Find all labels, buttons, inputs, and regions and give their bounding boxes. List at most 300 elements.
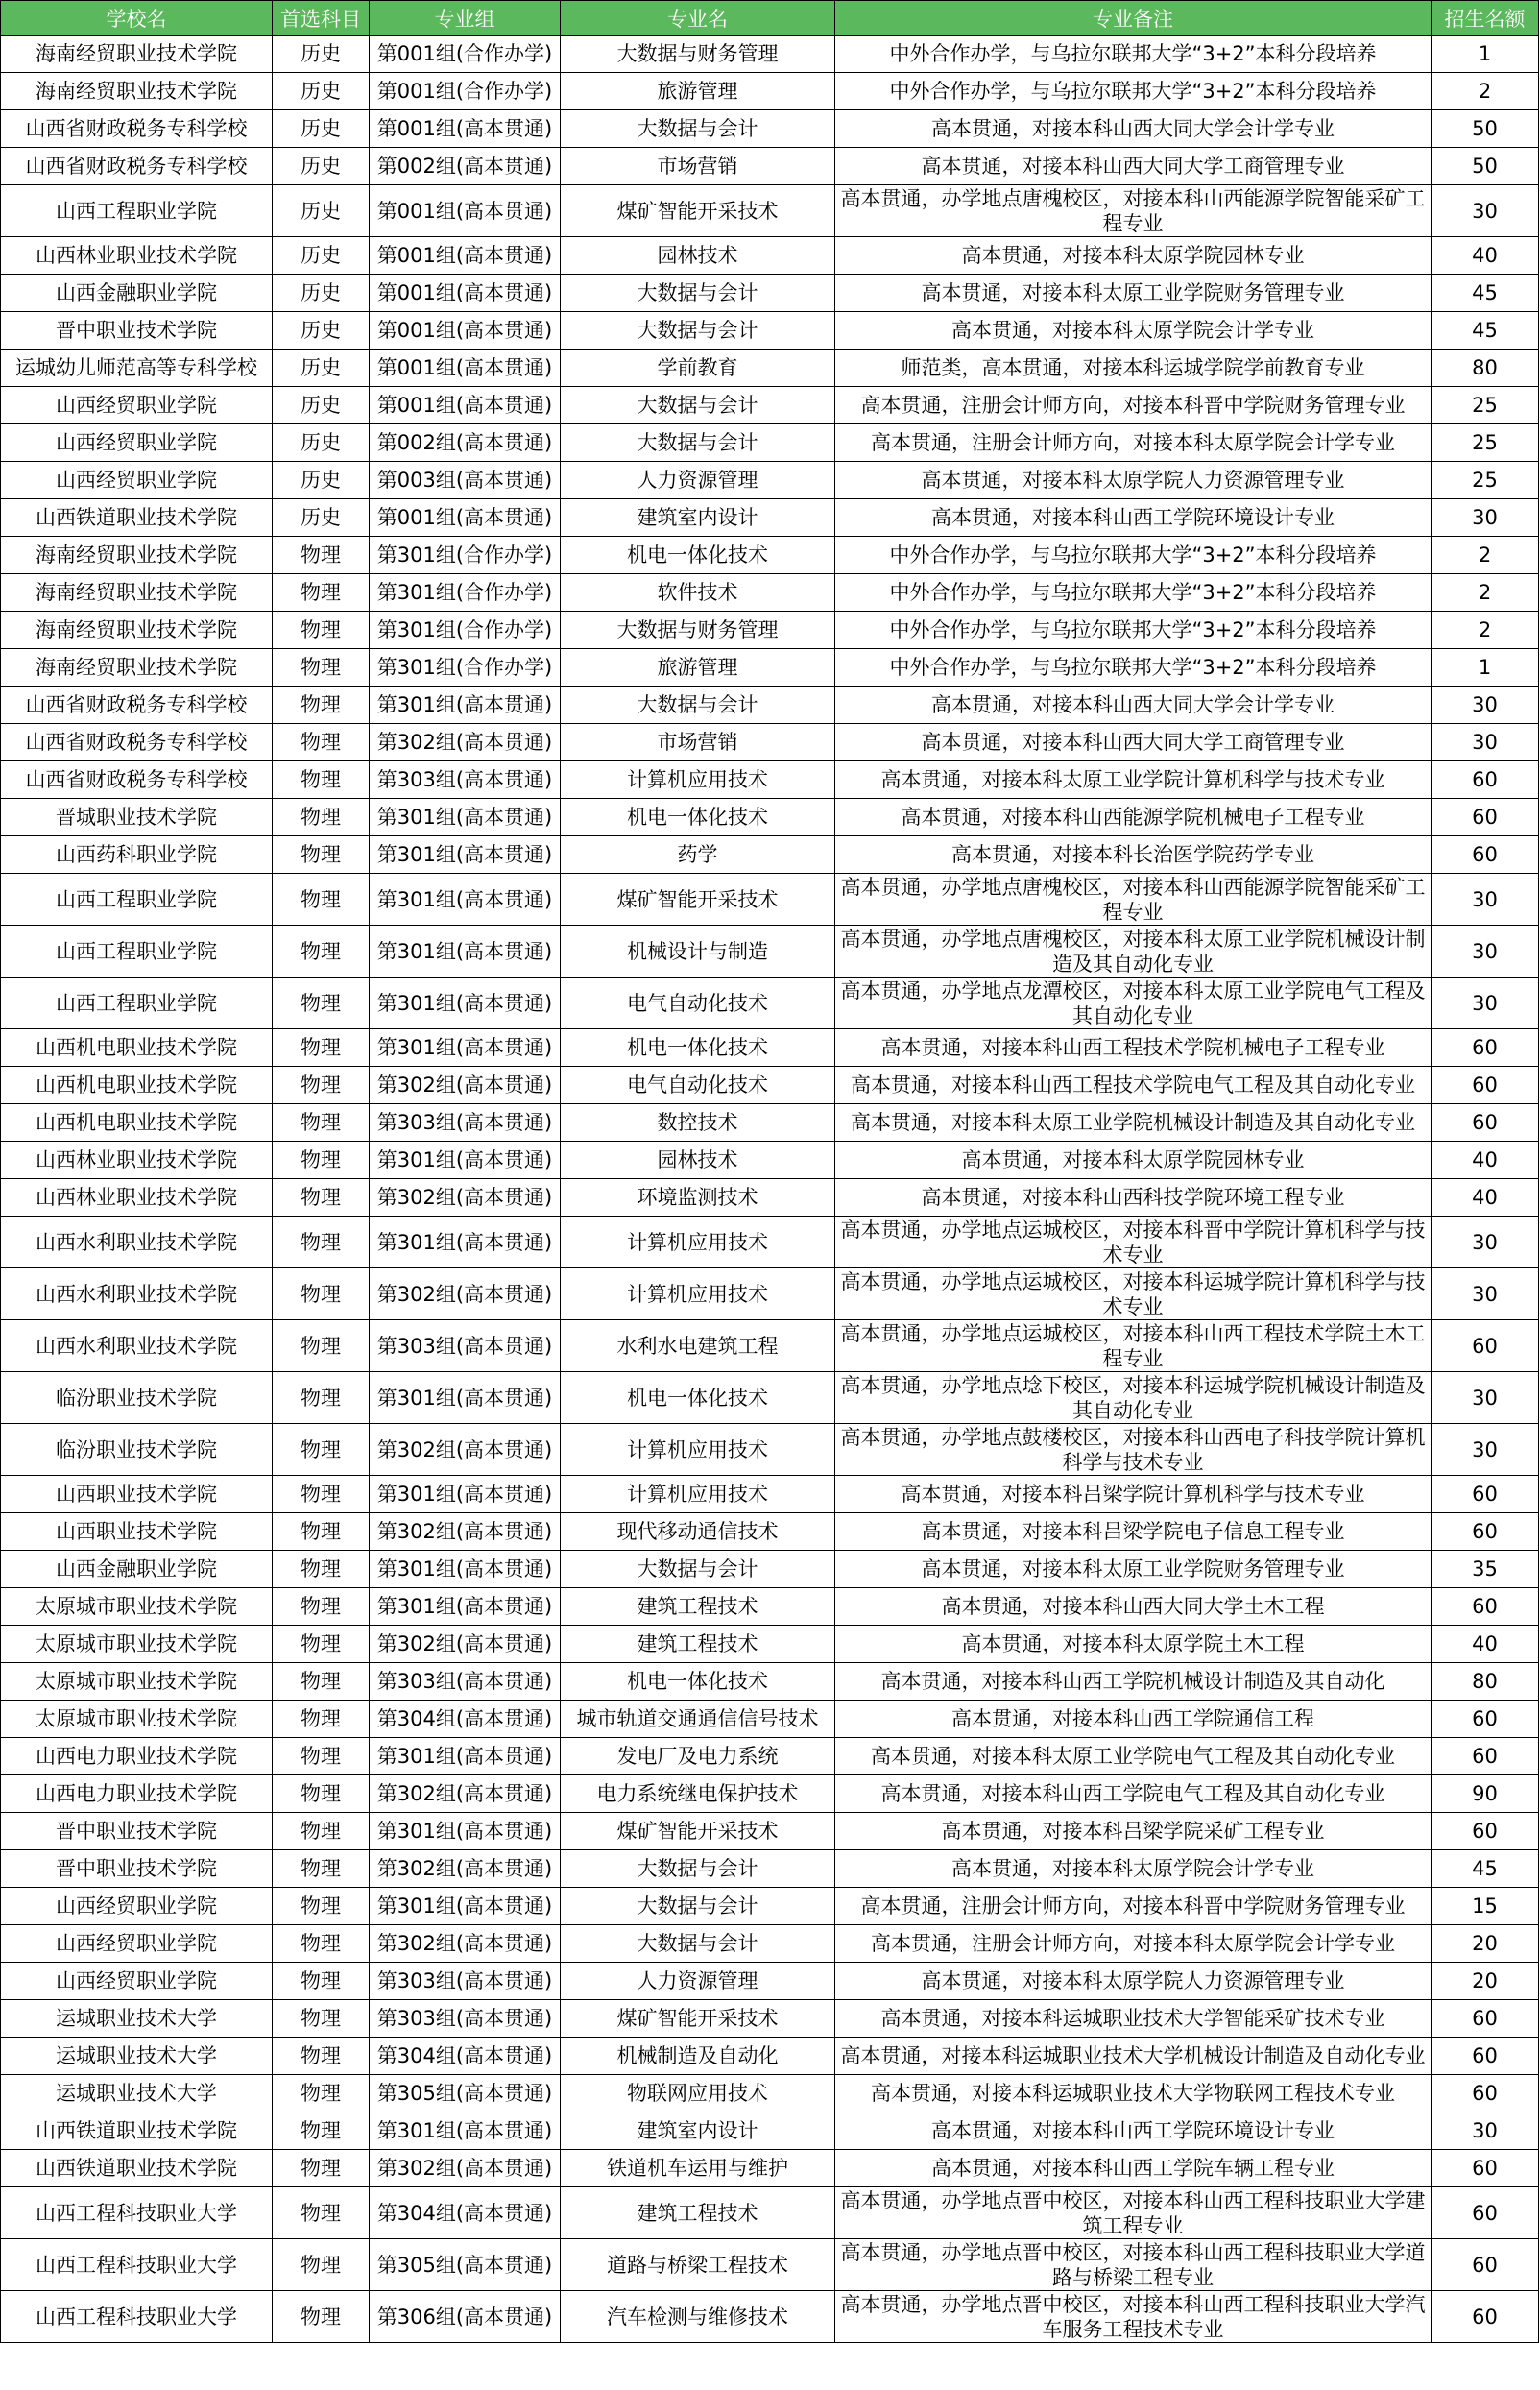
cell-quota: 20 xyxy=(1432,1925,1539,1963)
cell-major: 大数据与会计 xyxy=(561,687,835,724)
cell-note: 高本贯通，对接本科太原学院人力资源管理专业 xyxy=(835,462,1432,499)
cell-school: 山西林业职业技术学院 xyxy=(1,237,273,275)
cell-note: 高本贯通，办学地点晋中校区，对接本科山西工程科技职业大学道路与桥梁工程专业 xyxy=(835,2239,1432,2291)
cell-school: 山西省财政税务专科学校 xyxy=(1,724,273,761)
cell-school: 山西工程科技职业大学 xyxy=(1,2239,273,2291)
cell-group: 第301组(高本贯通) xyxy=(370,1029,561,1067)
cell-note: 高本贯通，对接本科太原工业学院计算机科学与技术专业 xyxy=(835,761,1432,799)
cell-school: 山西林业职业技术学院 xyxy=(1,1142,273,1179)
table-row xyxy=(1,978,1539,1029)
cell-school: 山西机电职业技术学院 xyxy=(1,1067,273,1104)
cell-group: 第001组(高本贯通) xyxy=(370,185,561,237)
table-row xyxy=(1,649,1539,687)
cell-group: 第302组(高本贯通) xyxy=(370,1775,561,1813)
cell-subject: 物理 xyxy=(273,1738,370,1775)
cell-group: 第001组(高本贯通) xyxy=(370,110,561,148)
cell-note: 高本贯通，对接本科山西工学院通信工程 xyxy=(835,1701,1432,1738)
cell-group: 第302组(高本贯通) xyxy=(370,1424,561,1476)
table-row xyxy=(1,1925,1539,1963)
cell-major: 大数据与会计 xyxy=(561,312,835,350)
cell-major: 旅游管理 xyxy=(561,73,835,110)
cell-school: 山西金融职业学院 xyxy=(1,275,273,312)
cell-school: 山西铁道职业技术学院 xyxy=(1,2112,273,2150)
cell-subject: 物理 xyxy=(273,1372,370,1424)
cell-note: 高本贯通，对接本科山西工程技术学院电气工程及其自动化专业 xyxy=(835,1067,1432,1104)
cell-subject: 物理 xyxy=(273,799,370,836)
table-row xyxy=(1,1179,1539,1217)
cell-school: 山西林业职业技术学院 xyxy=(1,1179,273,1217)
header-school: 学校名 xyxy=(1,1,273,36)
cell-subject: 物理 xyxy=(273,1104,370,1142)
cell-note: 高本贯通，对接本科太原学院园林专业 xyxy=(835,1142,1432,1179)
cell-note: 高本贯通，注册会计师方向，对接本科晋中学院财务管理专业 xyxy=(835,1888,1432,1925)
cell-note: 高本贯通，对接本科太原工业学院机械设计制造及其自动化专业 xyxy=(835,1104,1432,1142)
cell-subject: 物理 xyxy=(273,1217,370,1268)
cell-major: 大数据与会计 xyxy=(561,1888,835,1925)
table-row xyxy=(1,110,1539,148)
cell-major: 园林技术 xyxy=(561,1142,835,1179)
cell-group: 第001组(高本贯通) xyxy=(370,387,561,424)
cell-group: 第002组(高本贯通) xyxy=(370,148,561,185)
table-row xyxy=(1,612,1539,649)
cell-school: 山西经贸职业学院 xyxy=(1,424,273,462)
cell-note: 高本贯通，办学地点运城校区，对接本科晋中学院计算机科学与技术专业 xyxy=(835,1217,1432,1268)
cell-quota: 60 xyxy=(1432,1588,1539,1626)
cell-subject: 历史 xyxy=(273,36,370,73)
cell-major: 人力资源管理 xyxy=(561,1963,835,2000)
cell-note: 高本贯通，办学地点运城校区，对接本科山西工程技术学院土木工程专业 xyxy=(835,1320,1432,1372)
cell-school: 海南经贸职业技术学院 xyxy=(1,36,273,73)
cell-major: 建筑工程技术 xyxy=(561,2187,835,2239)
cell-quota: 40 xyxy=(1432,237,1539,275)
cell-group: 第003组(高本贯通) xyxy=(370,462,561,499)
cell-major: 建筑工程技术 xyxy=(561,1626,835,1663)
cell-subject: 历史 xyxy=(273,237,370,275)
cell-subject: 物理 xyxy=(273,687,370,724)
cell-note: 高本贯通，对接本科吕梁学院采矿工程专业 xyxy=(835,1813,1432,1850)
cell-subject: 物理 xyxy=(273,2187,370,2239)
cell-major: 煤矿智能开采技术 xyxy=(561,874,835,926)
cell-subject: 物理 xyxy=(273,1424,370,1476)
cell-school: 太原城市职业技术学院 xyxy=(1,1588,273,1626)
cell-major: 大数据与会计 xyxy=(561,424,835,462)
cell-quota: 30 xyxy=(1432,978,1539,1029)
cell-quota: 60 xyxy=(1432,2239,1539,2291)
cell-group: 第301组(高本贯通) xyxy=(370,687,561,724)
table-row xyxy=(1,537,1539,574)
cell-school: 山西水利职业技术学院 xyxy=(1,1217,273,1268)
cell-group: 第301组(高本贯通) xyxy=(370,2112,561,2150)
cell-school: 山西工程职业学院 xyxy=(1,874,273,926)
table-row xyxy=(1,36,1539,73)
table-row xyxy=(1,350,1539,387)
cell-major: 市场营销 xyxy=(561,148,835,185)
cell-subject: 历史 xyxy=(273,73,370,110)
cell-major: 铁道机车运用与维护 xyxy=(561,2150,835,2187)
table-row xyxy=(1,1738,1539,1775)
cell-quota: 60 xyxy=(1432,1738,1539,1775)
cell-major: 大数据与财务管理 xyxy=(561,36,835,73)
cell-note: 高本贯通，对接本科太原工业学院财务管理专业 xyxy=(835,1551,1432,1588)
cell-school: 山西工程职业学院 xyxy=(1,978,273,1029)
cell-group: 第002组(高本贯通) xyxy=(370,424,561,462)
cell-major: 计算机应用技术 xyxy=(561,1268,835,1320)
cell-quota: 60 xyxy=(1432,2000,1539,2038)
cell-note: 高本贯通，对接本科吕梁学院电子信息工程专业 xyxy=(835,1513,1432,1551)
cell-school: 临汾职业技术学院 xyxy=(1,1372,273,1424)
cell-group: 第303组(高本贯通) xyxy=(370,1663,561,1701)
cell-major: 建筑工程技术 xyxy=(561,1588,835,1626)
cell-school: 山西药科职业学院 xyxy=(1,836,273,874)
cell-subject: 物理 xyxy=(273,874,370,926)
cell-major: 大数据与会计 xyxy=(561,1551,835,1588)
cell-school: 海南经贸职业技术学院 xyxy=(1,73,273,110)
cell-subject: 物理 xyxy=(273,612,370,649)
cell-subject: 物理 xyxy=(273,1963,370,2000)
cell-note: 高本贯通，办学地点唐槐校区，对接本科山西能源学院智能采矿工程专业 xyxy=(835,185,1432,237)
cell-major: 人力资源管理 xyxy=(561,462,835,499)
cell-quota: 60 xyxy=(1432,1476,1539,1513)
cell-major: 机电一体化技术 xyxy=(561,799,835,836)
cell-group: 第301组(高本贯通) xyxy=(370,1372,561,1424)
cell-group: 第001组(合作办学) xyxy=(370,73,561,110)
cell-major: 市场营销 xyxy=(561,724,835,761)
cell-quota: 30 xyxy=(1432,687,1539,724)
cell-group: 第301组(高本贯通) xyxy=(370,1813,561,1850)
cell-subject: 历史 xyxy=(273,424,370,462)
cell-major: 机电一体化技术 xyxy=(561,1372,835,1424)
cell-note: 高本贯通，对接本科运城职业技术大学智能采矿技术专业 xyxy=(835,2000,1432,2038)
table-row xyxy=(1,1217,1539,1268)
cell-major: 现代移动通信技术 xyxy=(561,1513,835,1551)
table-row xyxy=(1,2187,1539,2239)
cell-subject: 物理 xyxy=(273,1179,370,1217)
cell-quota: 60 xyxy=(1432,2038,1539,2075)
cell-school: 山西省财政税务专科学校 xyxy=(1,110,273,148)
cell-note: 高本贯通，对接本科太原学院园林专业 xyxy=(835,237,1432,275)
cell-note: 高本贯通，对接本科山西大同大学会计学专业 xyxy=(835,110,1432,148)
cell-quota: 60 xyxy=(1432,2291,1539,2343)
cell-major: 数控技术 xyxy=(561,1104,835,1142)
cell-major: 旅游管理 xyxy=(561,649,835,687)
cell-group: 第303组(高本贯通) xyxy=(370,1963,561,2000)
cell-note: 高本贯通，办学地点运城校区，对接本科运城学院计算机科学与技术专业 xyxy=(835,1268,1432,1320)
table-row xyxy=(1,2112,1539,2150)
cell-group: 第301组(合作办学) xyxy=(370,537,561,574)
cell-school: 海南经贸职业技术学院 xyxy=(1,574,273,612)
cell-school: 山西电力职业技术学院 xyxy=(1,1775,273,1813)
table-row xyxy=(1,237,1539,275)
cell-subject: 物理 xyxy=(273,926,370,978)
cell-note: 高本贯通，对接本科太原工业学院财务管理专业 xyxy=(835,275,1432,312)
cell-subject: 物理 xyxy=(273,2291,370,2343)
cell-group: 第001组(高本贯通) xyxy=(370,312,561,350)
cell-group: 第301组(高本贯通) xyxy=(370,1142,561,1179)
cell-major: 电气自动化技术 xyxy=(561,1067,835,1104)
cell-note: 高本贯通，对接本科山西大同大学工商管理专业 xyxy=(835,148,1432,185)
cell-subject: 历史 xyxy=(273,387,370,424)
table-row xyxy=(1,1320,1539,1372)
cell-quota: 60 xyxy=(1432,2075,1539,2112)
table-row xyxy=(1,799,1539,836)
cell-group: 第302组(高本贯通) xyxy=(370,1925,561,1963)
cell-group: 第305组(高本贯通) xyxy=(370,2239,561,2291)
cell-major: 机械制造及自动化 xyxy=(561,2038,835,2075)
table-row xyxy=(1,387,1539,424)
cell-quota: 60 xyxy=(1432,761,1539,799)
cell-quota: 30 xyxy=(1432,185,1539,237)
cell-subject: 物理 xyxy=(273,1626,370,1663)
cell-note: 高本贯通，注册会计师方向，对接本科晋中学院财务管理专业 xyxy=(835,387,1432,424)
cell-group: 第306组(高本贯通) xyxy=(370,2291,561,2343)
table-row xyxy=(1,499,1539,537)
cell-subject: 物理 xyxy=(273,1029,370,1067)
cell-major: 软件技术 xyxy=(561,574,835,612)
cell-group: 第302组(高本贯通) xyxy=(370,1067,561,1104)
table-row xyxy=(1,1775,1539,1813)
cell-group: 第301组(高本贯通) xyxy=(370,874,561,926)
cell-school: 山西电力职业技术学院 xyxy=(1,1738,273,1775)
cell-quota: 30 xyxy=(1432,1424,1539,1476)
cell-quota: 45 xyxy=(1432,1850,1539,1888)
cell-quota: 2 xyxy=(1432,537,1539,574)
cell-quota: 30 xyxy=(1432,1372,1539,1424)
cell-major: 建筑室内设计 xyxy=(561,2112,835,2150)
cell-group: 第301组(高本贯通) xyxy=(370,1476,561,1513)
cell-school: 晋中职业技术学院 xyxy=(1,312,273,350)
table-row xyxy=(1,2239,1539,2291)
cell-note: 高本贯通，对接本科山西能源学院机械电子工程专业 xyxy=(835,799,1432,836)
cell-major: 机电一体化技术 xyxy=(561,1663,835,1701)
cell-subject: 物理 xyxy=(273,1320,370,1372)
cell-group: 第302组(高本贯通) xyxy=(370,1268,561,1320)
table-row xyxy=(1,1588,1539,1626)
cell-school: 山西金融职业学院 xyxy=(1,1551,273,1588)
cell-group: 第301组(合作办学) xyxy=(370,574,561,612)
cell-subject: 物理 xyxy=(273,574,370,612)
cell-major: 煤矿智能开采技术 xyxy=(561,185,835,237)
cell-quota: 90 xyxy=(1432,1775,1539,1813)
cell-major: 计算机应用技术 xyxy=(561,1217,835,1268)
cell-note: 高本贯通，对接本科太原学院会计学专业 xyxy=(835,1850,1432,1888)
cell-school: 太原城市职业技术学院 xyxy=(1,1663,273,1701)
cell-group: 第301组(高本贯通) xyxy=(370,926,561,978)
cell-major: 建筑室内设计 xyxy=(561,499,835,537)
table-row xyxy=(1,424,1539,462)
cell-note: 高本贯通，对接本科山西大同大学工商管理专业 xyxy=(835,724,1432,761)
cell-major: 学前教育 xyxy=(561,350,835,387)
cell-quota: 30 xyxy=(1432,1268,1539,1320)
table-row xyxy=(1,1888,1539,1925)
cell-quota: 45 xyxy=(1432,275,1539,312)
cell-quota: 45 xyxy=(1432,312,1539,350)
cell-subject: 历史 xyxy=(273,110,370,148)
cell-major: 机械设计与制造 xyxy=(561,926,835,978)
cell-school: 太原城市职业技术学院 xyxy=(1,1626,273,1663)
cell-school: 晋城职业技术学院 xyxy=(1,799,273,836)
cell-quota: 60 xyxy=(1432,1320,1539,1372)
cell-group: 第001组(高本贯通) xyxy=(370,499,561,537)
cell-major: 水利水电建筑工程 xyxy=(561,1320,835,1372)
table-row xyxy=(1,724,1539,761)
cell-group: 第001组(高本贯通) xyxy=(370,275,561,312)
cell-group: 第304组(高本贯通) xyxy=(370,1701,561,1738)
cell-subject: 物理 xyxy=(273,1850,370,1888)
table-body xyxy=(1,36,1539,2343)
cell-subject: 物理 xyxy=(273,2075,370,2112)
cell-quota: 35 xyxy=(1432,1551,1539,1588)
cell-quota: 60 xyxy=(1432,2187,1539,2239)
cell-note: 高本贯通，办学地点龙潭校区，对接本科太原工业学院电气工程及其自动化专业 xyxy=(835,978,1432,1029)
cell-quota: 2 xyxy=(1432,574,1539,612)
cell-group: 第304组(高本贯通) xyxy=(370,2038,561,2075)
cell-major: 药学 xyxy=(561,836,835,874)
table-row xyxy=(1,1626,1539,1663)
table-row xyxy=(1,73,1539,110)
cell-major: 机电一体化技术 xyxy=(561,1029,835,1067)
cell-note: 高本贯通，对接本科太原学院人力资源管理专业 xyxy=(835,1963,1432,2000)
table-row xyxy=(1,1813,1539,1850)
cell-school: 山西水利职业技术学院 xyxy=(1,1320,273,1372)
cell-major: 电力系统继电保护技术 xyxy=(561,1775,835,1813)
cell-quota: 1 xyxy=(1432,36,1539,73)
cell-subject: 物理 xyxy=(273,2000,370,2038)
cell-school: 山西工程职业学院 xyxy=(1,185,273,237)
cell-school: 山西铁道职业技术学院 xyxy=(1,2150,273,2187)
cell-subject: 历史 xyxy=(273,148,370,185)
cell-group: 第301组(合作办学) xyxy=(370,649,561,687)
cell-school: 山西省财政税务专科学校 xyxy=(1,761,273,799)
cell-note: 高本贯通，对接本科太原学院土木工程 xyxy=(835,1626,1432,1663)
cell-major: 城市轨道交通通信信号技术 xyxy=(561,1701,835,1738)
cell-note: 高本贯通，对接本科山西大同大学会计学专业 xyxy=(835,687,1432,724)
cell-school: 海南经贸职业技术学院 xyxy=(1,612,273,649)
cell-quota: 30 xyxy=(1432,499,1539,537)
cell-group: 第302组(高本贯通) xyxy=(370,1179,561,1217)
cell-quota: 60 xyxy=(1432,2150,1539,2187)
table-row xyxy=(1,275,1539,312)
cell-school: 山西经贸职业学院 xyxy=(1,387,273,424)
cell-major: 机电一体化技术 xyxy=(561,537,835,574)
cell-school: 山西省财政税务专科学校 xyxy=(1,148,273,185)
cell-subject: 历史 xyxy=(273,185,370,237)
cell-group: 第301组(高本贯通) xyxy=(370,978,561,1029)
table-row xyxy=(1,1513,1539,1551)
cell-quota: 25 xyxy=(1432,424,1539,462)
cell-note: 师范类，高本贯通，对接本科运城学院学前教育专业 xyxy=(835,350,1432,387)
cell-major: 发电厂及电力系统 xyxy=(561,1738,835,1775)
cell-subject: 历史 xyxy=(273,350,370,387)
cell-quota: 25 xyxy=(1432,462,1539,499)
cell-school: 山西工程科技职业大学 xyxy=(1,2291,273,2343)
cell-school: 山西机电职业技术学院 xyxy=(1,1029,273,1067)
cell-note: 高本贯通，对接本科运城职业技术大学物联网工程技术专业 xyxy=(835,2075,1432,2112)
cell-quota: 1 xyxy=(1432,649,1539,687)
table-row xyxy=(1,836,1539,874)
cell-school: 山西经贸职业学院 xyxy=(1,1925,273,1963)
cell-note: 中外合作办学，与乌拉尔联邦大学“3+2”本科分段培养 xyxy=(835,73,1432,110)
cell-subject: 物理 xyxy=(273,1067,370,1104)
cell-school: 临汾职业技术学院 xyxy=(1,1424,273,1476)
cell-note: 中外合作办学，与乌拉尔联邦大学“3+2”本科分段培养 xyxy=(835,649,1432,687)
cell-subject: 物理 xyxy=(273,1888,370,1925)
cell-school: 太原城市职业技术学院 xyxy=(1,1701,273,1738)
cell-subject: 历史 xyxy=(273,462,370,499)
cell-quota: 60 xyxy=(1432,1067,1539,1104)
table-row xyxy=(1,148,1539,185)
table-row xyxy=(1,761,1539,799)
cell-subject: 物理 xyxy=(273,2150,370,2187)
cell-quota: 50 xyxy=(1432,110,1539,148)
cell-quota: 40 xyxy=(1432,1142,1539,1179)
cell-note: 高本贯通，办学地点鼓楼校区，对接本科山西电子科技学院计算机科学与技术专业 xyxy=(835,1424,1432,1476)
cell-school: 山西工程职业学院 xyxy=(1,926,273,978)
cell-group: 第301组(高本贯通) xyxy=(370,1888,561,1925)
cell-note: 高本贯通，对接本科山西科技学院环境工程专业 xyxy=(835,1179,1432,1217)
cell-school: 山西省财政税务专科学校 xyxy=(1,687,273,724)
table-row xyxy=(1,1701,1539,1738)
table-row xyxy=(1,2075,1539,2112)
cell-major: 大数据与会计 xyxy=(561,1850,835,1888)
cell-major: 汽车检测与维修技术 xyxy=(561,2291,835,2343)
cell-subject: 物理 xyxy=(273,649,370,687)
cell-subject: 物理 xyxy=(273,1588,370,1626)
cell-note: 高本贯通，对接本科山西工学院环境设计专业 xyxy=(835,499,1432,537)
table-row xyxy=(1,1029,1539,1067)
cell-school: 山西经贸职业学院 xyxy=(1,1963,273,2000)
cell-school: 山西经贸职业学院 xyxy=(1,1888,273,1925)
header-note: 专业备注 xyxy=(835,1,1432,36)
table-row xyxy=(1,1424,1539,1476)
table-row xyxy=(1,1142,1539,1179)
cell-note: 高本贯通，对接本科太原工业学院电气工程及其自动化专业 xyxy=(835,1738,1432,1775)
cell-quota: 2 xyxy=(1432,73,1539,110)
cell-group: 第303组(高本贯通) xyxy=(370,1104,561,1142)
cell-subject: 物理 xyxy=(273,1513,370,1551)
cell-note: 高本贯通，办学地点晋中校区，对接本科山西工程科技职业大学汽车服务工程技术专业 xyxy=(835,2291,1432,2343)
table-row xyxy=(1,1104,1539,1142)
cell-subject: 物理 xyxy=(273,1476,370,1513)
cell-school: 海南经贸职业技术学院 xyxy=(1,649,273,687)
cell-note: 中外合作办学，与乌拉尔联邦大学“3+2”本科分段培养 xyxy=(835,537,1432,574)
cell-subject: 物理 xyxy=(273,978,370,1029)
cell-note: 中外合作办学，与乌拉尔联邦大学“3+2”本科分段培养 xyxy=(835,36,1432,73)
cell-school: 晋中职业技术学院 xyxy=(1,1850,273,1888)
cell-quota: 2 xyxy=(1432,612,1539,649)
cell-group: 第001组(高本贯通) xyxy=(370,350,561,387)
cell-quota: 25 xyxy=(1432,387,1539,424)
cell-note: 中外合作办学，与乌拉尔联邦大学“3+2”本科分段培养 xyxy=(835,574,1432,612)
cell-school: 山西机电职业技术学院 xyxy=(1,1104,273,1142)
cell-quota: 30 xyxy=(1432,2112,1539,2150)
cell-major: 环境监测技术 xyxy=(561,1179,835,1217)
table-row xyxy=(1,2291,1539,2343)
header-subject: 首选科目 xyxy=(273,1,370,36)
cell-note: 高本贯通，对接本科山西工学院电气工程及其自动化专业 xyxy=(835,1775,1432,1813)
cell-quota: 30 xyxy=(1432,874,1539,926)
cell-group: 第304组(高本贯通) xyxy=(370,2187,561,2239)
cell-group: 第301组(高本贯通) xyxy=(370,1217,561,1268)
cell-subject: 物理 xyxy=(273,1268,370,1320)
cell-group: 第302组(高本贯通) xyxy=(370,1626,561,1663)
cell-note: 高本贯通，注册会计师方向，对接本科太原学院会计学专业 xyxy=(835,1925,1432,1963)
cell-note: 中外合作办学，与乌拉尔联邦大学“3+2”本科分段培养 xyxy=(835,612,1432,649)
table-row xyxy=(1,1963,1539,2000)
cell-subject: 物理 xyxy=(273,761,370,799)
cell-school: 山西水利职业技术学院 xyxy=(1,1268,273,1320)
cell-group: 第302组(高本贯通) xyxy=(370,724,561,761)
cell-subject: 物理 xyxy=(273,1775,370,1813)
